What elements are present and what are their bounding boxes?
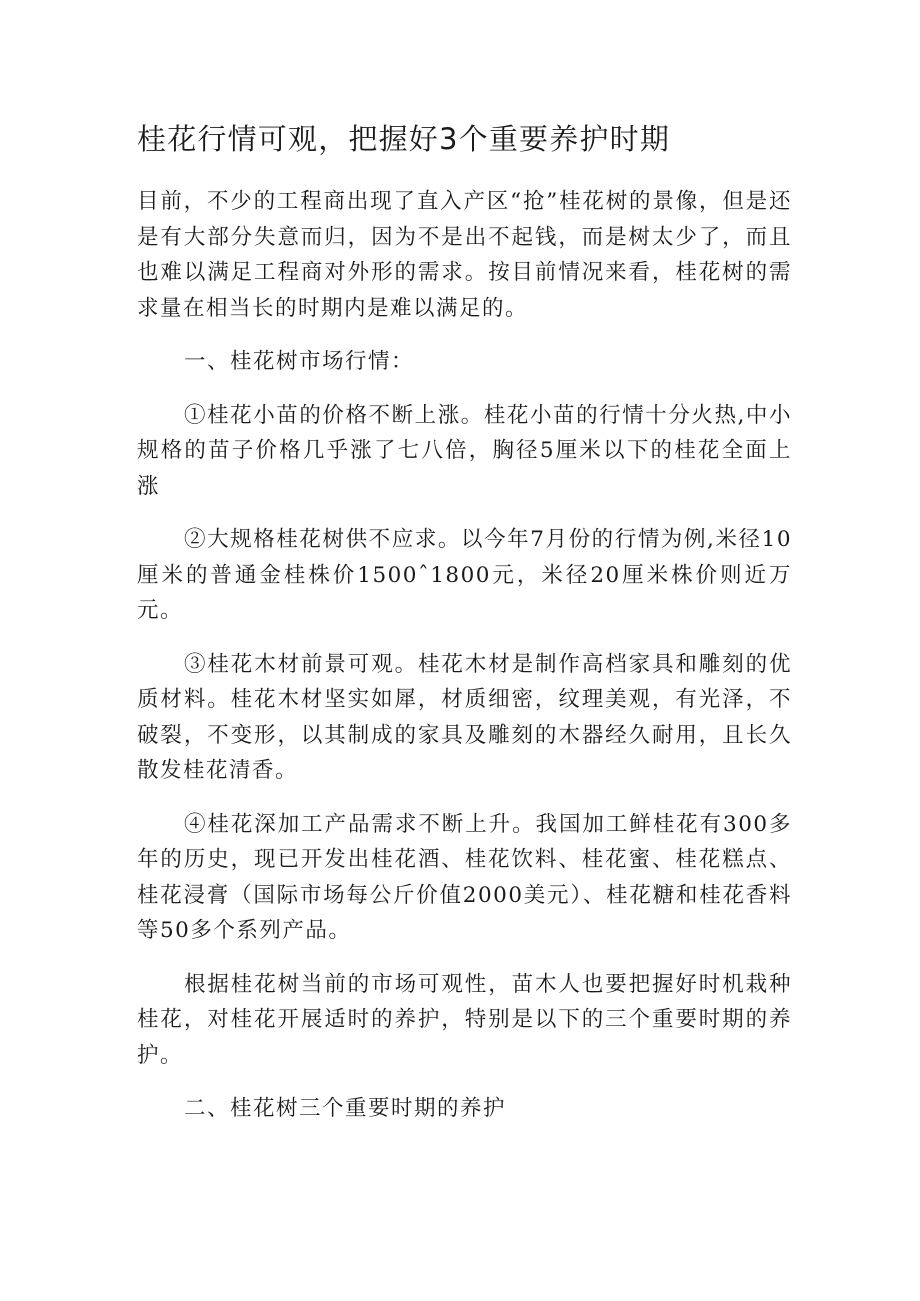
paragraph-care-summary: 根据桂花树当前的市场可观性，苗木人也要把握好时机栽种桂花，对桂花开展适时的养护，特别是以下的三个重要时期的养护。 — [137, 971, 792, 1068]
document-title: 桂花行情可观，把握好3个重要养护时期 — [137, 122, 671, 156]
paragraph-timber-prospect: ③桂花木材前景可观。桂花木材是制作高档家具和雕刻的优质材料。桂花木材坚实如犀，材质细密，纹理美观，有光泽，不破裂，不变形，以其制成的家具及雕刻的木器经久耐用，且长久散发桂花清香。 — [137, 651, 792, 783]
section-heading-care: 二、桂花树三个重要时期的养护 — [184, 1096, 507, 1121]
paragraph-seedling-price: ①桂花小苗的价格不断上涨。桂花小苗的行情十分火热,中小规格的苗子价格几乎涨了七八倍，胸径5厘米以下的桂花全面上涨 — [137, 402, 792, 499]
paragraph-large-tree-demand: ②大规格桂花树供不应求。以今年7月份的行情为例,米径10厘米的普通金桂株价1500ˆ1800元，米径20厘米株价则近万元。 — [137, 527, 792, 623]
section-heading-market: 一、桂花树市场行情： — [184, 349, 415, 374]
paragraph-processed-products: ④桂花深加工产品需求不断上升。我国加工鲜桂花有300多年的历史，现已开发出桂花酒、桂花饮料、桂花蜜、桂花糕点、桂花浸膏（国际市场每公斤价值2000美元）、桂花糖和桂花香料等50多个系列产品。 — [137, 811, 792, 943]
paragraph-intro: 目前，不少的工程商出现了直入产区“抢”桂花树的景像，但是还是有大部分失意而归，因为不是出不起钱，而是树太少了，而且也难以满足工程商对外形的需求。按目前情况来看，桂花树的需求量在相当长的时期内是难以满足的。 — [137, 189, 792, 321]
document-body — [137, 184, 792, 1145]
